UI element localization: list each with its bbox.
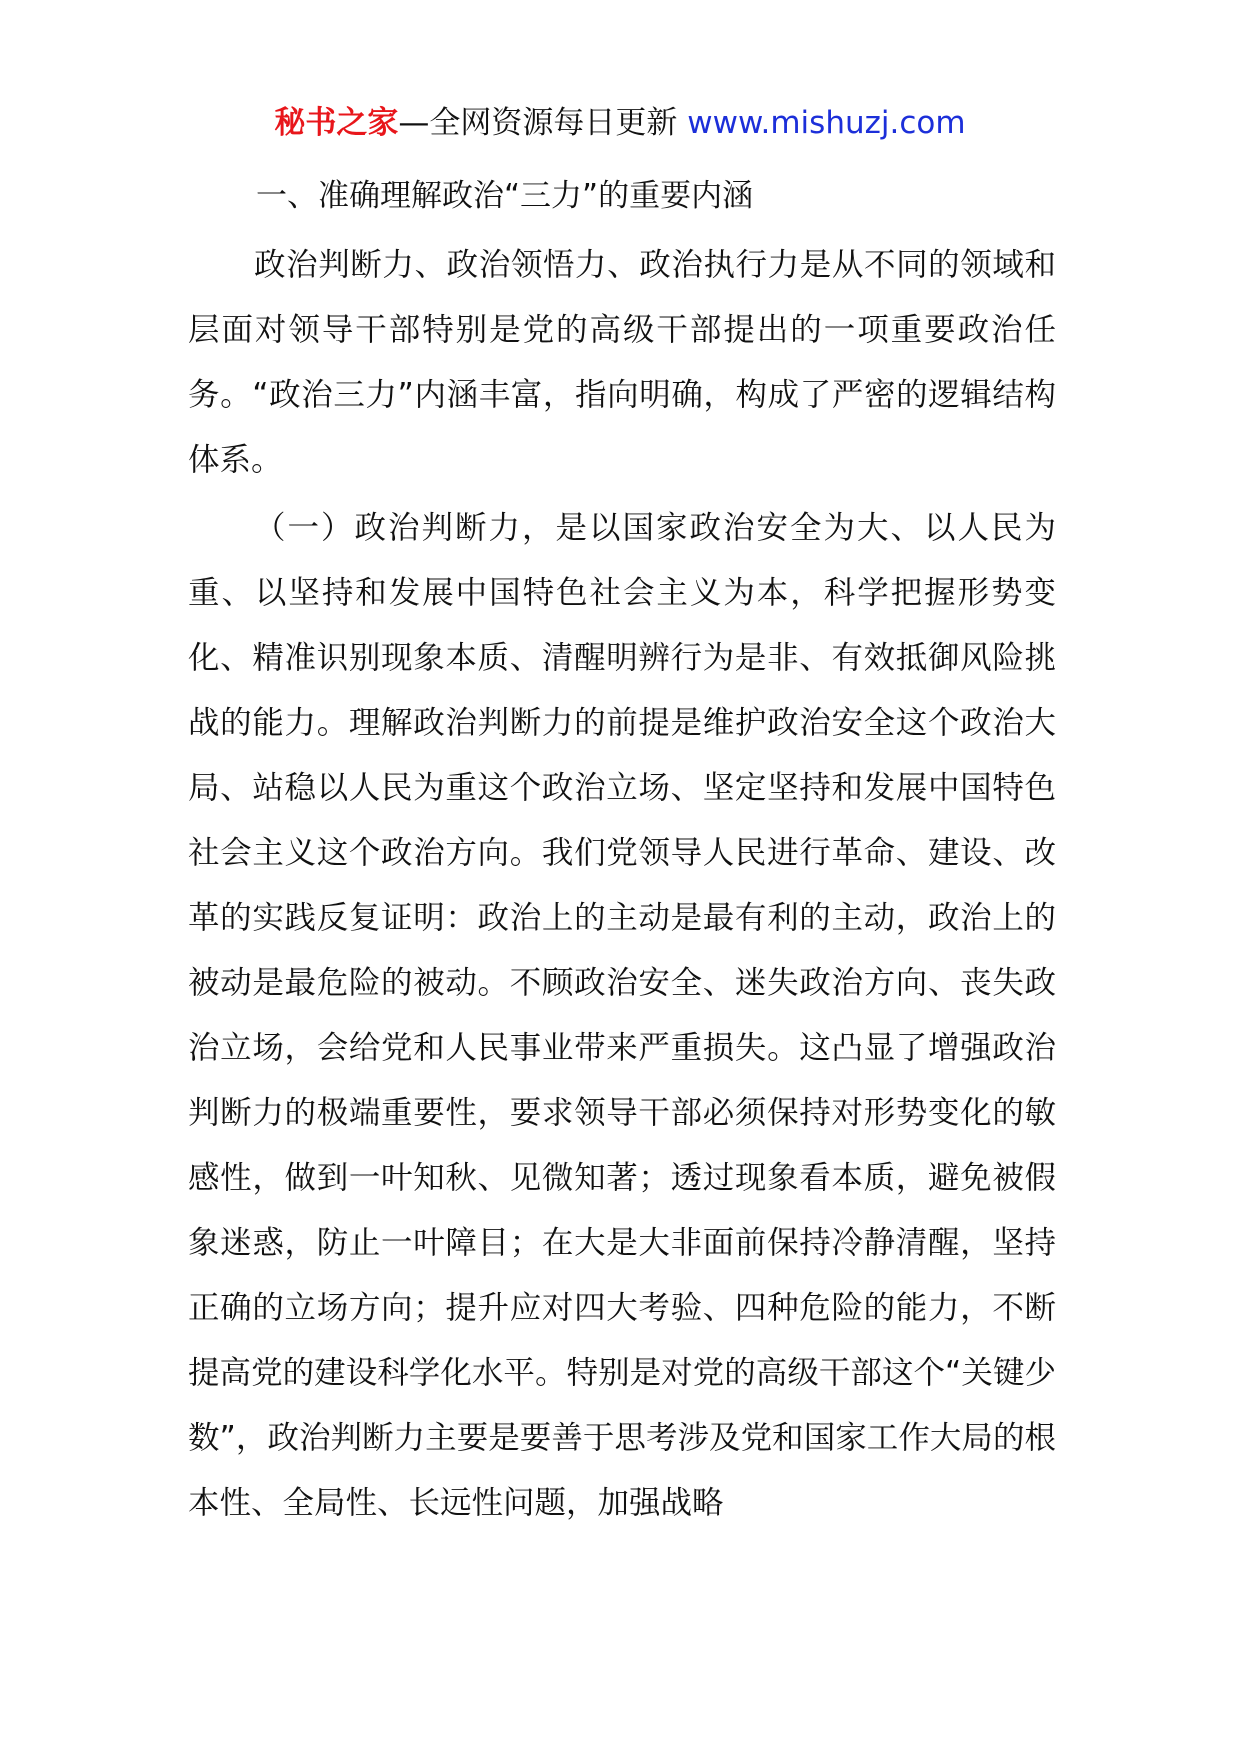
header-tagline: —全网资源每日更新 xyxy=(398,105,678,141)
document-body xyxy=(188,167,1056,1536)
website-link[interactable]: www.mishuzj.com xyxy=(687,105,966,141)
paragraph: 政治判断力、政治领悟力、政治执行力是从不同的领域和层面对领导干部特别是党的高级干部提出的一项重要政治任务。“政治三力”内涵丰富，指向明确，构成了严密的逻辑结构体系。 xyxy=(188,247,1056,478)
page-header xyxy=(0,100,1240,146)
brand-name: 秘书之家 xyxy=(274,105,399,141)
paragraph: （一）政治判断力，是以国家政治安全为大、以人民为重、以坚持和发展中国特色社会主义为本，科学把握形势变化、精准识别现象本质、清醒明辨行为是非、有效抵御风险挑战的能力。理解政治判断力的前提是维护政治安全这个政治大局、站稳以人民为重这个政治立场、坚定坚持和发展中国特色社会主义这个政治方向。我们党领导人民进行革命、建设、改革的实践反复证明：政治上的主动是最有利的主动，政治上的被动是最危险的被动。不顾政治安全、迷失政治方向、丧失政治立场，会给党和人民事业带来严重损失。这凸显了增强政治判断力的极端重要性，要求领导干部必须保持对形势变化的敏感性，做到一叶知秋、见微知著；透过现象看本质，避免被假象迷惑，防止一叶障目；在大是大非面前保持冷静清醒，坚持正确的立场方向；提升应对四大考验、四种危险的能力，不断提高党的建设科学化水平。特别是对党的高级干部这个“关键少数”，政治判断力主要是要善于思考涉及党和国家工作大局的根本性、全局性、长远性问题，加强战略 xyxy=(188,510,1056,1521)
section-heading: 一、准确理解政治“三力”的重要内涵 xyxy=(256,178,754,214)
